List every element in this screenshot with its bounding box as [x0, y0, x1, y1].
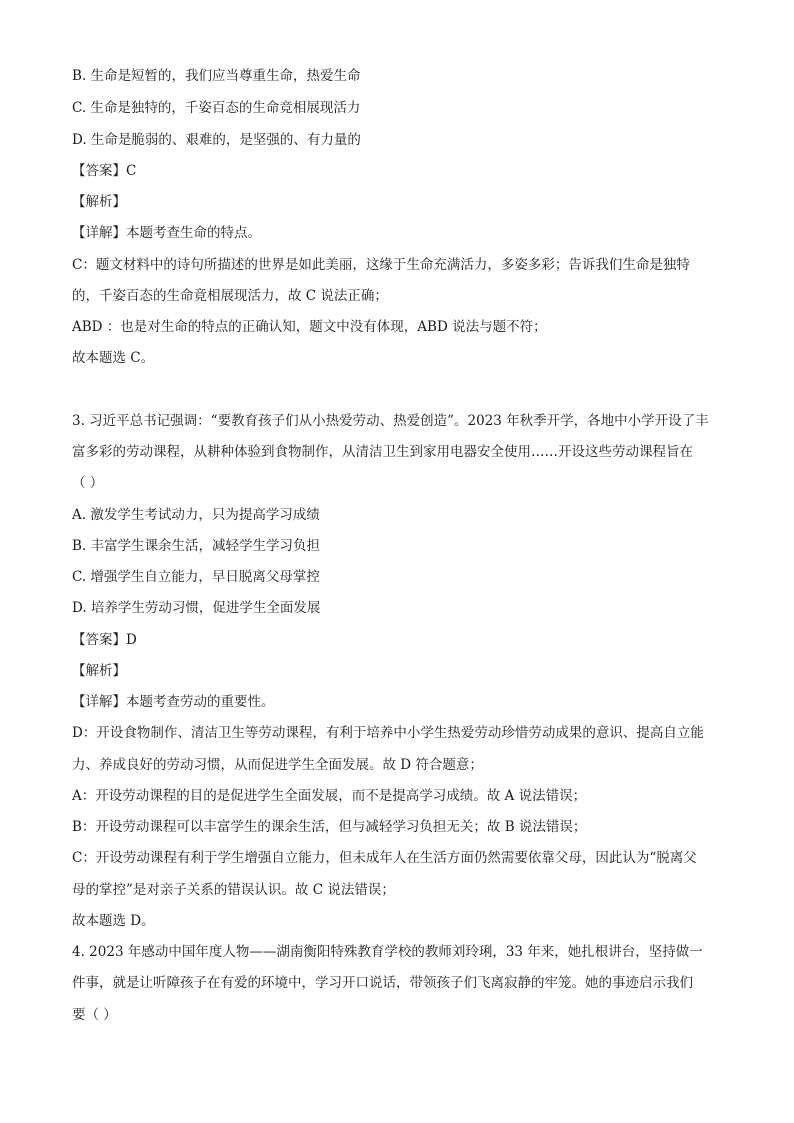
q3-answer: 【答案】D [72, 632, 137, 648]
q2-option-b: B. 生命是短暂的，我们应当尊重生命，热爱生命 [72, 68, 361, 84]
q2-explanation-c-line1: C：题文材料中的诗句所描述的世界是如此美丽，这缘于生命充满活力，多姿多彩；告诉我们生命是独特 [72, 257, 690, 273]
q2-detail: 【详解】本题考查生命的特点。 [72, 225, 261, 241]
q3-explanation-d-line2: 力、养成良好的劳动习惯，从而促进学生全面发展。故 D 符合题意； [72, 757, 483, 773]
q3-explanation-d-line1: D：开设食物制作、清洁卫生等劳动课程，有利于培养中小学生热爱劳动珍惜劳动成果的意识、提高自立能 [72, 725, 704, 741]
q2-option-d: D. 生命是脆弱的、艰难的，是坚强的、有力量的 [72, 132, 361, 148]
q3-option-b: B. 丰富学生课余生活，减轻学生学习负担 [72, 538, 321, 554]
q4-stem-line1: 4. 2023 年感动中国年度人物——湖南衡阳特殊教育学校的教师刘玲琍，33 年来，她扎根讲台，坚持做一 [72, 944, 703, 960]
q3-explanation-b: B：开设劳动课程可以丰富学生的课余生活，但与减轻学习负担无关；故 B 说法错误； [72, 819, 587, 835]
q3-stem-line2: 富多彩的劳动课程，从耕种体验到食物制作，从清洁卫生到家用电器安全使用……开设这些劳动课程旨在 [72, 444, 693, 460]
q4-stem-line2: 件事，就是让听障孩子在有爱的环境中，学习开口说话，带领孩子们飞离寂静的牢笼。她的事迹启示我们 [72, 975, 693, 991]
q2-answer: 【答案】C [72, 163, 137, 179]
q2-option-c: C. 生命是独特的，千姿百态的生命竞相展现活力 [72, 100, 361, 116]
q2-conclusion: 故本题选 C。 [72, 350, 155, 366]
q3-detail: 【详解】本题考查劳动的重要性。 [72, 694, 275, 710]
q2-explanation-c-line2: 的，千姿百态的生命竟相展现活力，故 C 说法正确； [72, 288, 388, 304]
q3-stem-line3: （ ） [72, 475, 104, 491]
q3-explanation-a: A：开设劳动课程的目的是促进学生全面发展，而不是提高学习成绩。故 A 说法错误； [72, 788, 587, 804]
q3-conclusion: 故本题选 D。 [72, 913, 155, 929]
q3-explanation-c-line2: 母的掌控”是对亲子关系的错误认识。故 C 说法错误； [72, 882, 395, 898]
q3-analysis-heading: 【解析】 [72, 663, 126, 679]
q2-explanation-abd: ABD ：也是对生命的特点的正确认知，题文中没有体现，ABD 说法与题不符； [72, 319, 547, 335]
q2-analysis-heading: 【解析】 [72, 194, 126, 210]
q3-stem-line1: 3. 习近平总书记强调：“要教育孩子们从小热爱劳动、热爱创造”。2023 年秋季开学，各地中小学开设了丰 [72, 413, 709, 429]
q3-option-c: C. 增强学生自立能力，早日脱离父母掌控 [72, 569, 320, 585]
q3-explanation-c-line1: C：开设劳动课程有利于学生增强自立能力，但未成年人在生活方面仍然需要依靠父母，因此认为“脱离父 [72, 850, 697, 866]
q3-option-a: A. 激发学生考试动力，只为提高学习成绩 [72, 507, 320, 523]
q3-option-d: D. 培养学生劳动习惯，促进学生全面发展 [72, 600, 321, 616]
q4-stem-line3: 要（ ） [72, 1007, 117, 1023]
